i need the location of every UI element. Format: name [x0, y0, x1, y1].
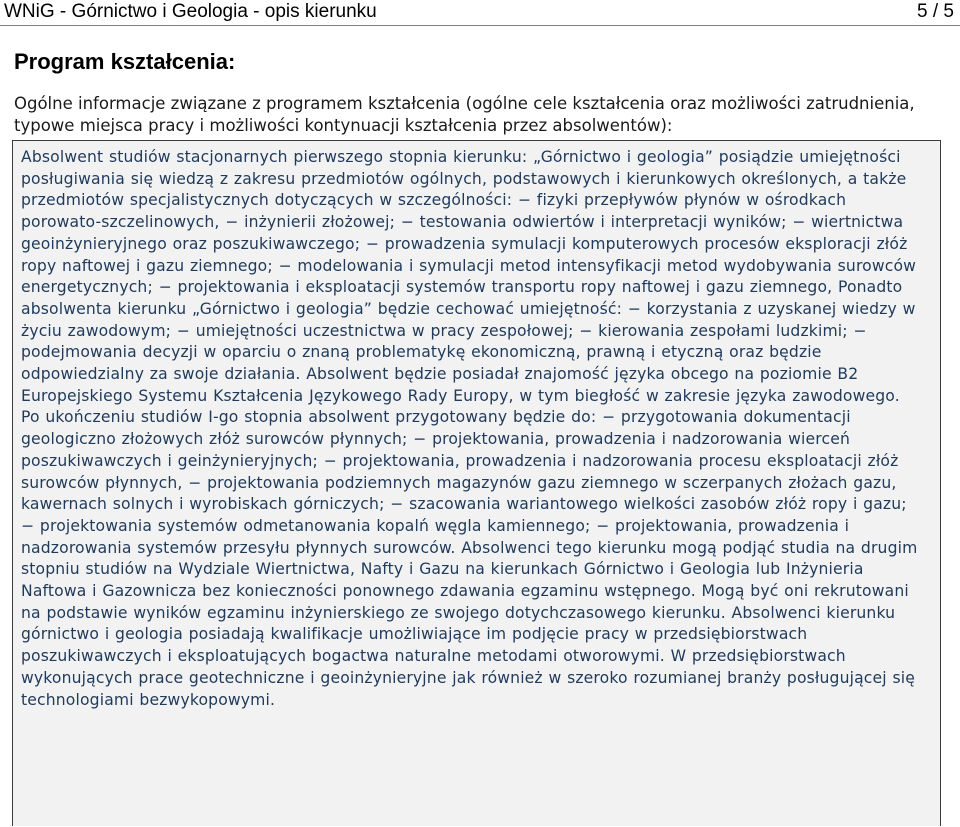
page-indicator: 5 / 5	[917, 1, 954, 22]
program-description: Absolwent studiów stacjonarnych pierwszego stopnia kierunku: „Górnictwo i geologia” posiądzie umiejętności posługiwania się wiedzą z zakresu przedmiotów ogólnych, podstawowych i kierunkowych określonych, a także przedmiotów specjalistycznych dotyczących w szczególności: − fizyki przepływów płynów w ośrodkach porowato-szczelinowych, − inżynierii złożowej; − testowania odwiertów i interpretacji wyników; − wiertnictwa geoinżynieryjnego oraz poszukiwawczego; − prowadzenia symulacji komputerowych procesów eksploracji złóż ropy naftowej i gazu ziemnego; − modelowania i symulacji metod intensyfikacji metod wydobywania surowców energetycznych; − projektowania i eksploatacji systemów transportu ropy naftowej i gazu ziemnego, Ponadto absolwenta kierunku „Górnictwo i geologia” będzie cechować umiejętność: − korzystania z uzyskanej wiedzy w życiu zawodowym; − umiejętności uczestnictwa w pracy zespołowej; − kierowania zespołami ludzkimi; − podejmowania decyzji w oparciu o znaną problematykę ekonomiczną, prawną i etyczną oraz będzie odpowiedzialny za swoje działania. Absolwent będzie posiadał znajomość języka obcego na poziomie B2 Europejskiego Systemu Kształcenia Językowego Rady Europy, w tym biegłość w zakresie języka zawodowego. Po ukończeniu studiów I-go stopnia absolwent przygotowany będzie do: − przygotowania dokumentacji geologiczno złożowych złóż surowców płynnych; − projektowania, prowadzenia i nadzorowania wierceń poszukiwawczych i geinżynieryjnych; − projektowania, prowadzenia i nadzorowania procesu eksploatacji złóż surowców płynnych, − projektowania podziemnych magazynów gazu ziemnego w sczerpanych złożach gazu, kawernach solnych i wyrobiskach górniczych; − szacowania wariantowego wielkości zasobów złóż ropy i gazu; − projektowania systemów odmetanowania kopalń węgla kamiennego; − projektowania, prowadzenia i nadzorowania systemów przesyłu płynnych surowców. Absolwenci tego kierunku mogą podjąć studia na drugim stopniu studiów na Wydziale Wiertnictwa, Nafty i Gazu na kierunkach Górnictwo i Geologia lub Inżynieria Naftowa i Gazownicza bez konieczności ponownego zdawania egzaminu wstępnego. Mogą być oni rekrutowani na podstawie wyników egzaminu inżynierskiego ze swojego dotychczasowego kierunku. Absolwenci kierunku górnictwo i geologia posiadają kwalifikacje umożliwiające im podjęcie pracy w przedsiębiorstwach poszukiwawczych i eksploatujących bogactwa naturalne metodami otworowymi. W przedsiębiorstwach wykonujących prace geotechniczne i geoinżynieryjne jak również w szeroko rozumianej branży posługującej się technologiami bezwykopowymi.	[21, 148, 918, 709]
document-title: WNiG - Górnictwo i Geologia - opis kierunku	[4, 1, 377, 22]
section-intro: Ogólne informacje związane z programem kształcenia (ogólne cele kształcenia oraz możliwości zatrudnienia, typowe miejsca pracy i możliwości kontynuacji kształcenia przez absolwentów):	[14, 94, 915, 135]
content-box	[12, 140, 941, 826]
section-heading: Program kształcenia:	[14, 49, 236, 74]
page-header	[0, 0, 960, 26]
